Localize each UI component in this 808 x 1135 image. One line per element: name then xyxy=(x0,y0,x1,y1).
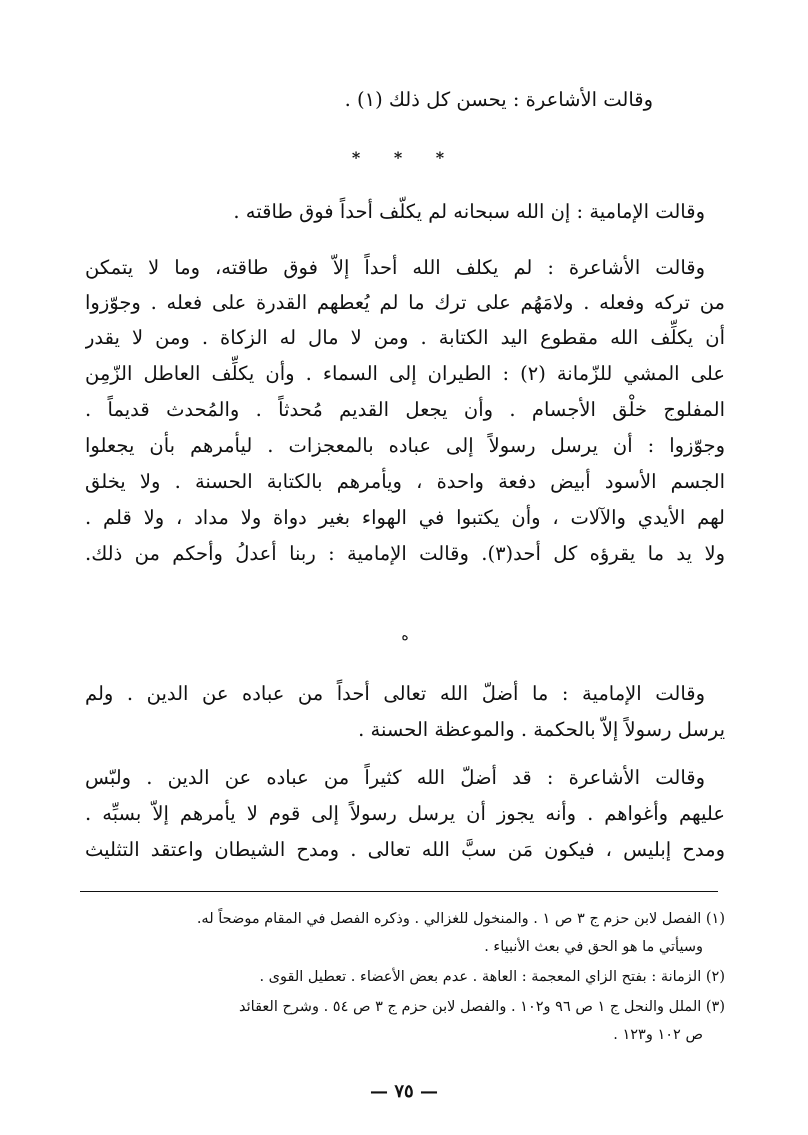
text-line: الجسم الأسود أبيض دفعة واحدة ، ويأمرهم بالكتابة الحسنة . ولا يخلق xyxy=(85,470,725,493)
footnote-2: (٢) الزمانة : بفتح الزاي المعجمة : العاهة . عدم بعض الأعضاء . تعطيل القوى . xyxy=(259,969,725,985)
text-line: على المشي للزّمانة (٢) : الطيران إلى السماء . وأن يكلِّف العاطل الزّمِن xyxy=(85,362,725,385)
paragraph-ashaira-1: وقالت الأشاعرة : يحسن كل ذلك (١) . xyxy=(344,88,653,111)
text-line: ومدح إبليس ، فيكون مَن سبَّ الله تعالى . ومدح الشيطان واعتقد التثليث xyxy=(85,838,725,861)
text-line: وجوّزوا : أن يرسل رسولاً إلى عباده بالمعجزات . ليأمرهم بأن يجعلوا xyxy=(85,434,725,457)
text-line: وقالت الأشاعرة : لم يكلف الله أحداً إلاّ فوق طاقته، وما لا يتمكن xyxy=(85,256,705,279)
page-number: — ٧٥ — xyxy=(370,1081,438,1102)
text-line: يرسل رسولاً إلاّ بالحكمة . والموعظة الحسنة . xyxy=(358,718,725,741)
footnote-3-continued: ص ١٠٢ و١٢٣ . xyxy=(613,1027,703,1043)
footnote-1: (١) الفصل لابن حزم ج ٣ ص ١ . والمنخول للغزالي . وذكره الفصل في المقام موضحاً له. xyxy=(196,911,725,927)
section-mark: ه xyxy=(401,628,409,644)
footnote-3: (٣) الملل والنحل ج ١ ص ٩٦ و١٠٢ . والفصل لابن حزم ج ٣ ص ٥٤ . وشرح العقائد xyxy=(239,999,725,1015)
text-line: وقالت الإمامية : ما أضلّ الله تعالى أحداً من عباده عن الدين . ولم xyxy=(85,682,705,705)
text-line: وقالت الأشاعرة : قد أضلّ الله كثيراً من عباده عن الدين . ولبّس xyxy=(85,766,705,789)
footnote-1-continued: وسيأتي ما هو الحق في بعث الأنبياء . xyxy=(484,939,703,955)
text-line: المفلوج خلْق الأجسام . وأن يجعل القديم مُحدثاً . والمُحدث قديماً . xyxy=(85,398,725,421)
text-line: عليهم وأغواهم . وأنه يجوز أن يرسل رسولاً إلى قوم لا يأمرهم إلاّ بسبِّه . xyxy=(85,802,725,825)
text-line: أن يكلِّف الله مقطوع اليد الكتابة . ومن لا مال له الزكاة . ومن لا يقدر xyxy=(85,326,725,349)
footnote-divider xyxy=(80,891,718,892)
text-line: لهم الأيدي والآلات ، وأن يكتبوا في الهواء بغير دواة ولا مداد ، ولا قلم . xyxy=(85,506,725,529)
paragraph-imamiya-1: وقالت الإمامية : إن الله سبحانه لم يكلّف أحداً فوق طاقته . xyxy=(233,200,705,223)
section-separator: * * * xyxy=(351,148,459,167)
text-line: من تركه وفعله . ولامَهُم على ترك ما لم يُعطهم القدرة على فعله . وجوّزوا xyxy=(85,291,725,314)
text-line: ولا يد ما يقرؤه كل أحد(٣). وقالت الإمامية : ربنا أعدلُ وأحكم من ذلك. xyxy=(85,542,725,565)
